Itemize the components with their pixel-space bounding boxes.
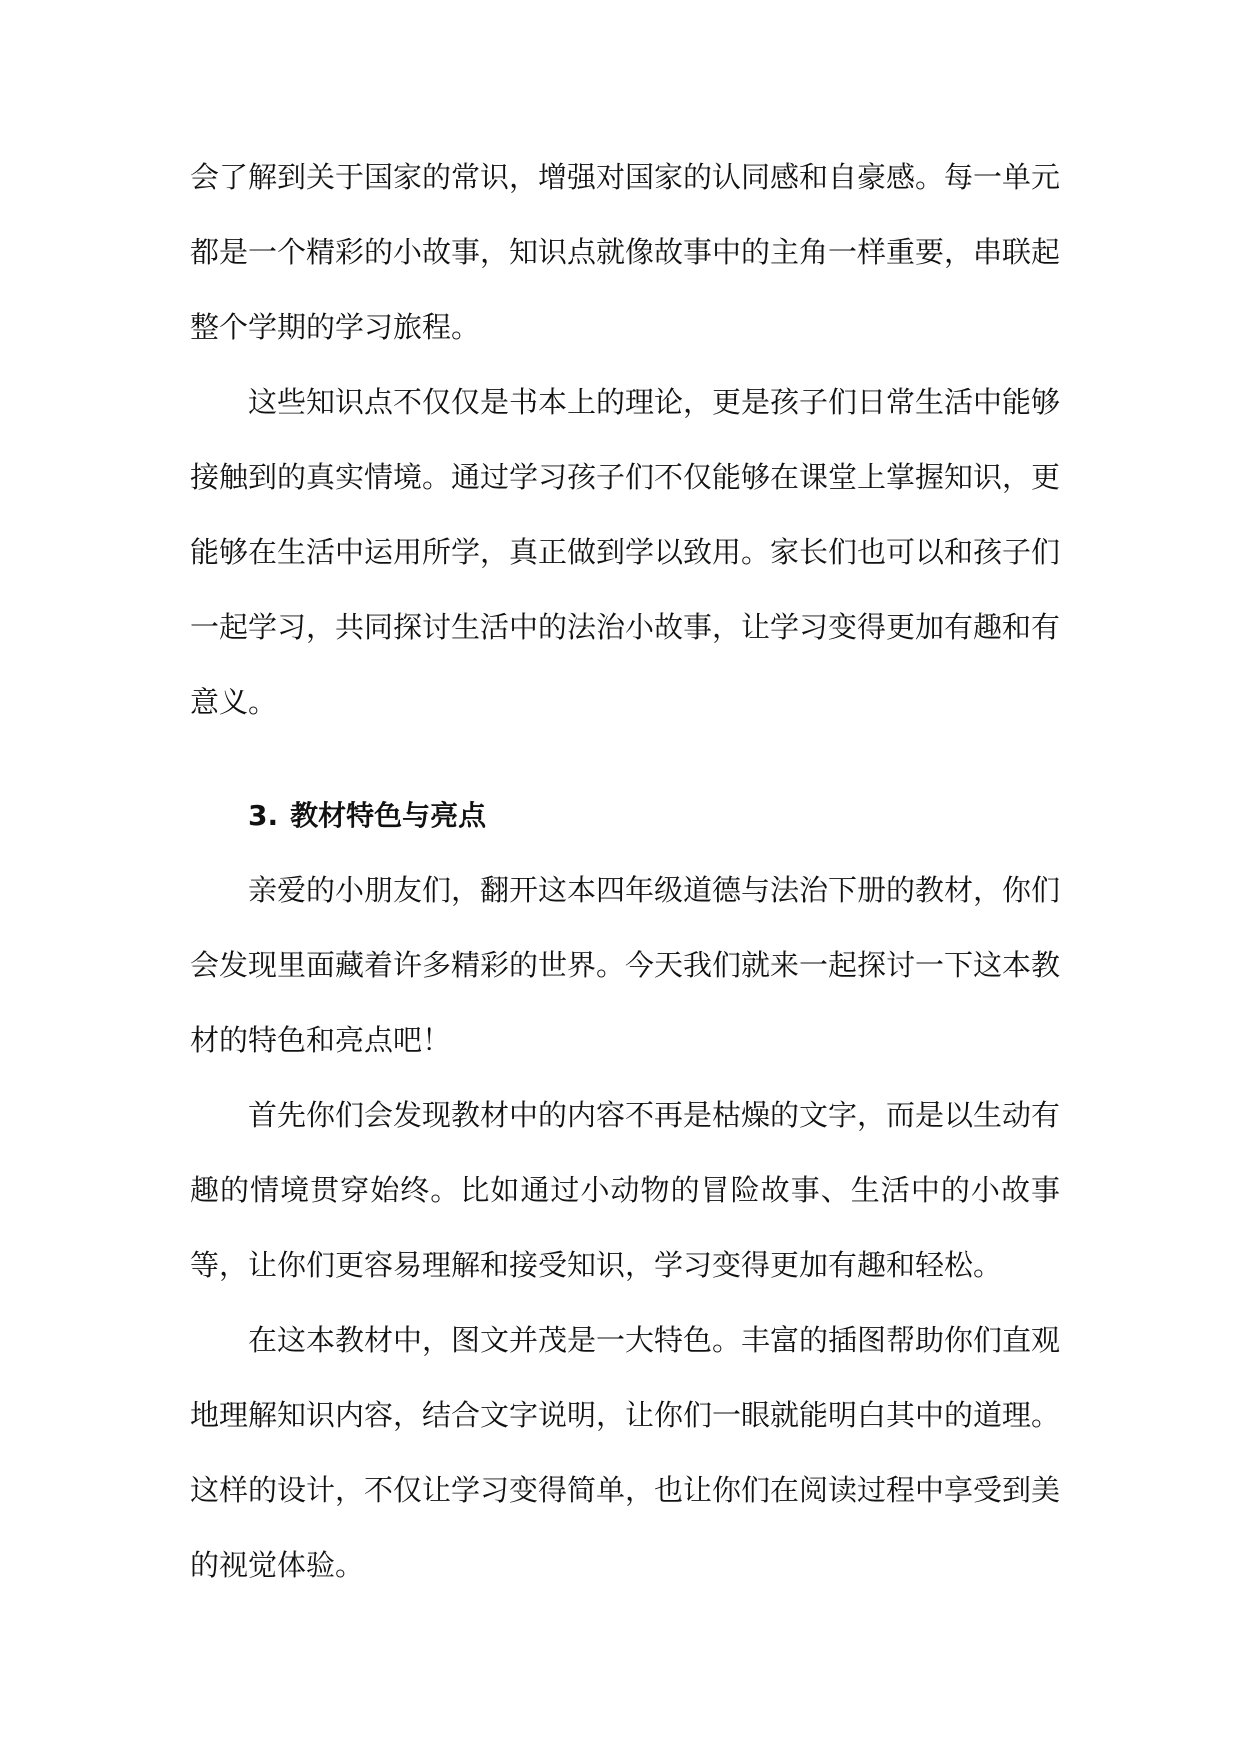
section-number: 3. bbox=[248, 799, 279, 832]
document-body bbox=[190, 140, 1060, 1603]
paragraph-4: 首先你们会发现教材中的内容不再是枯燥的文字，而是以生动有趣的情境贯穿始终。比如通过小动物的冒险故事、生活中的小故事等，让你们更容易理解和接受知识，学习变得更加有趣和轻松。 bbox=[190, 1098, 1061, 1282]
section-heading bbox=[190, 778, 1060, 853]
section-title: 教材特色与亮点 bbox=[290, 799, 487, 832]
paragraph-2: 这些知识点不仅仅是书本上的理论，更是孩子们日常生活中能够接触到的真实情境。通过学习孩子们不仅能够在课堂上掌握知识，更能够在生活中运用所学，真正做到学以致用。家长们也可以和孩子们一起学习，共同探讨生活中的法治小故事，让学习变得更加有趣和有意义。 bbox=[190, 385, 1061, 719]
paragraph-5: 在这本教材中，图文并茂是一大特色。丰富的插图帮助你们直观地理解知识内容，结合文字说明，让你们一眼就能明白其中的道理。这样的设计，不仅让学习变得简单，也让你们在阅读过程中享受到美的视觉体验。 bbox=[190, 1323, 1061, 1582]
paragraph-3: 亲爱的小朋友们，翻开这本四年级道德与法治下册的教材，你们会发现里面藏着许多精彩的世界。今天我们就来一起探讨一下这本教材的特色和亮点吧！ bbox=[190, 873, 1061, 1057]
paragraph-1: 会了解到关于国家的常识，增强对国家的认同感和自豪感。每一单元都是一个精彩的小故事，知识点就像故事中的主角一样重要，串联起整个学期的学习旅程。 bbox=[190, 160, 1061, 344]
